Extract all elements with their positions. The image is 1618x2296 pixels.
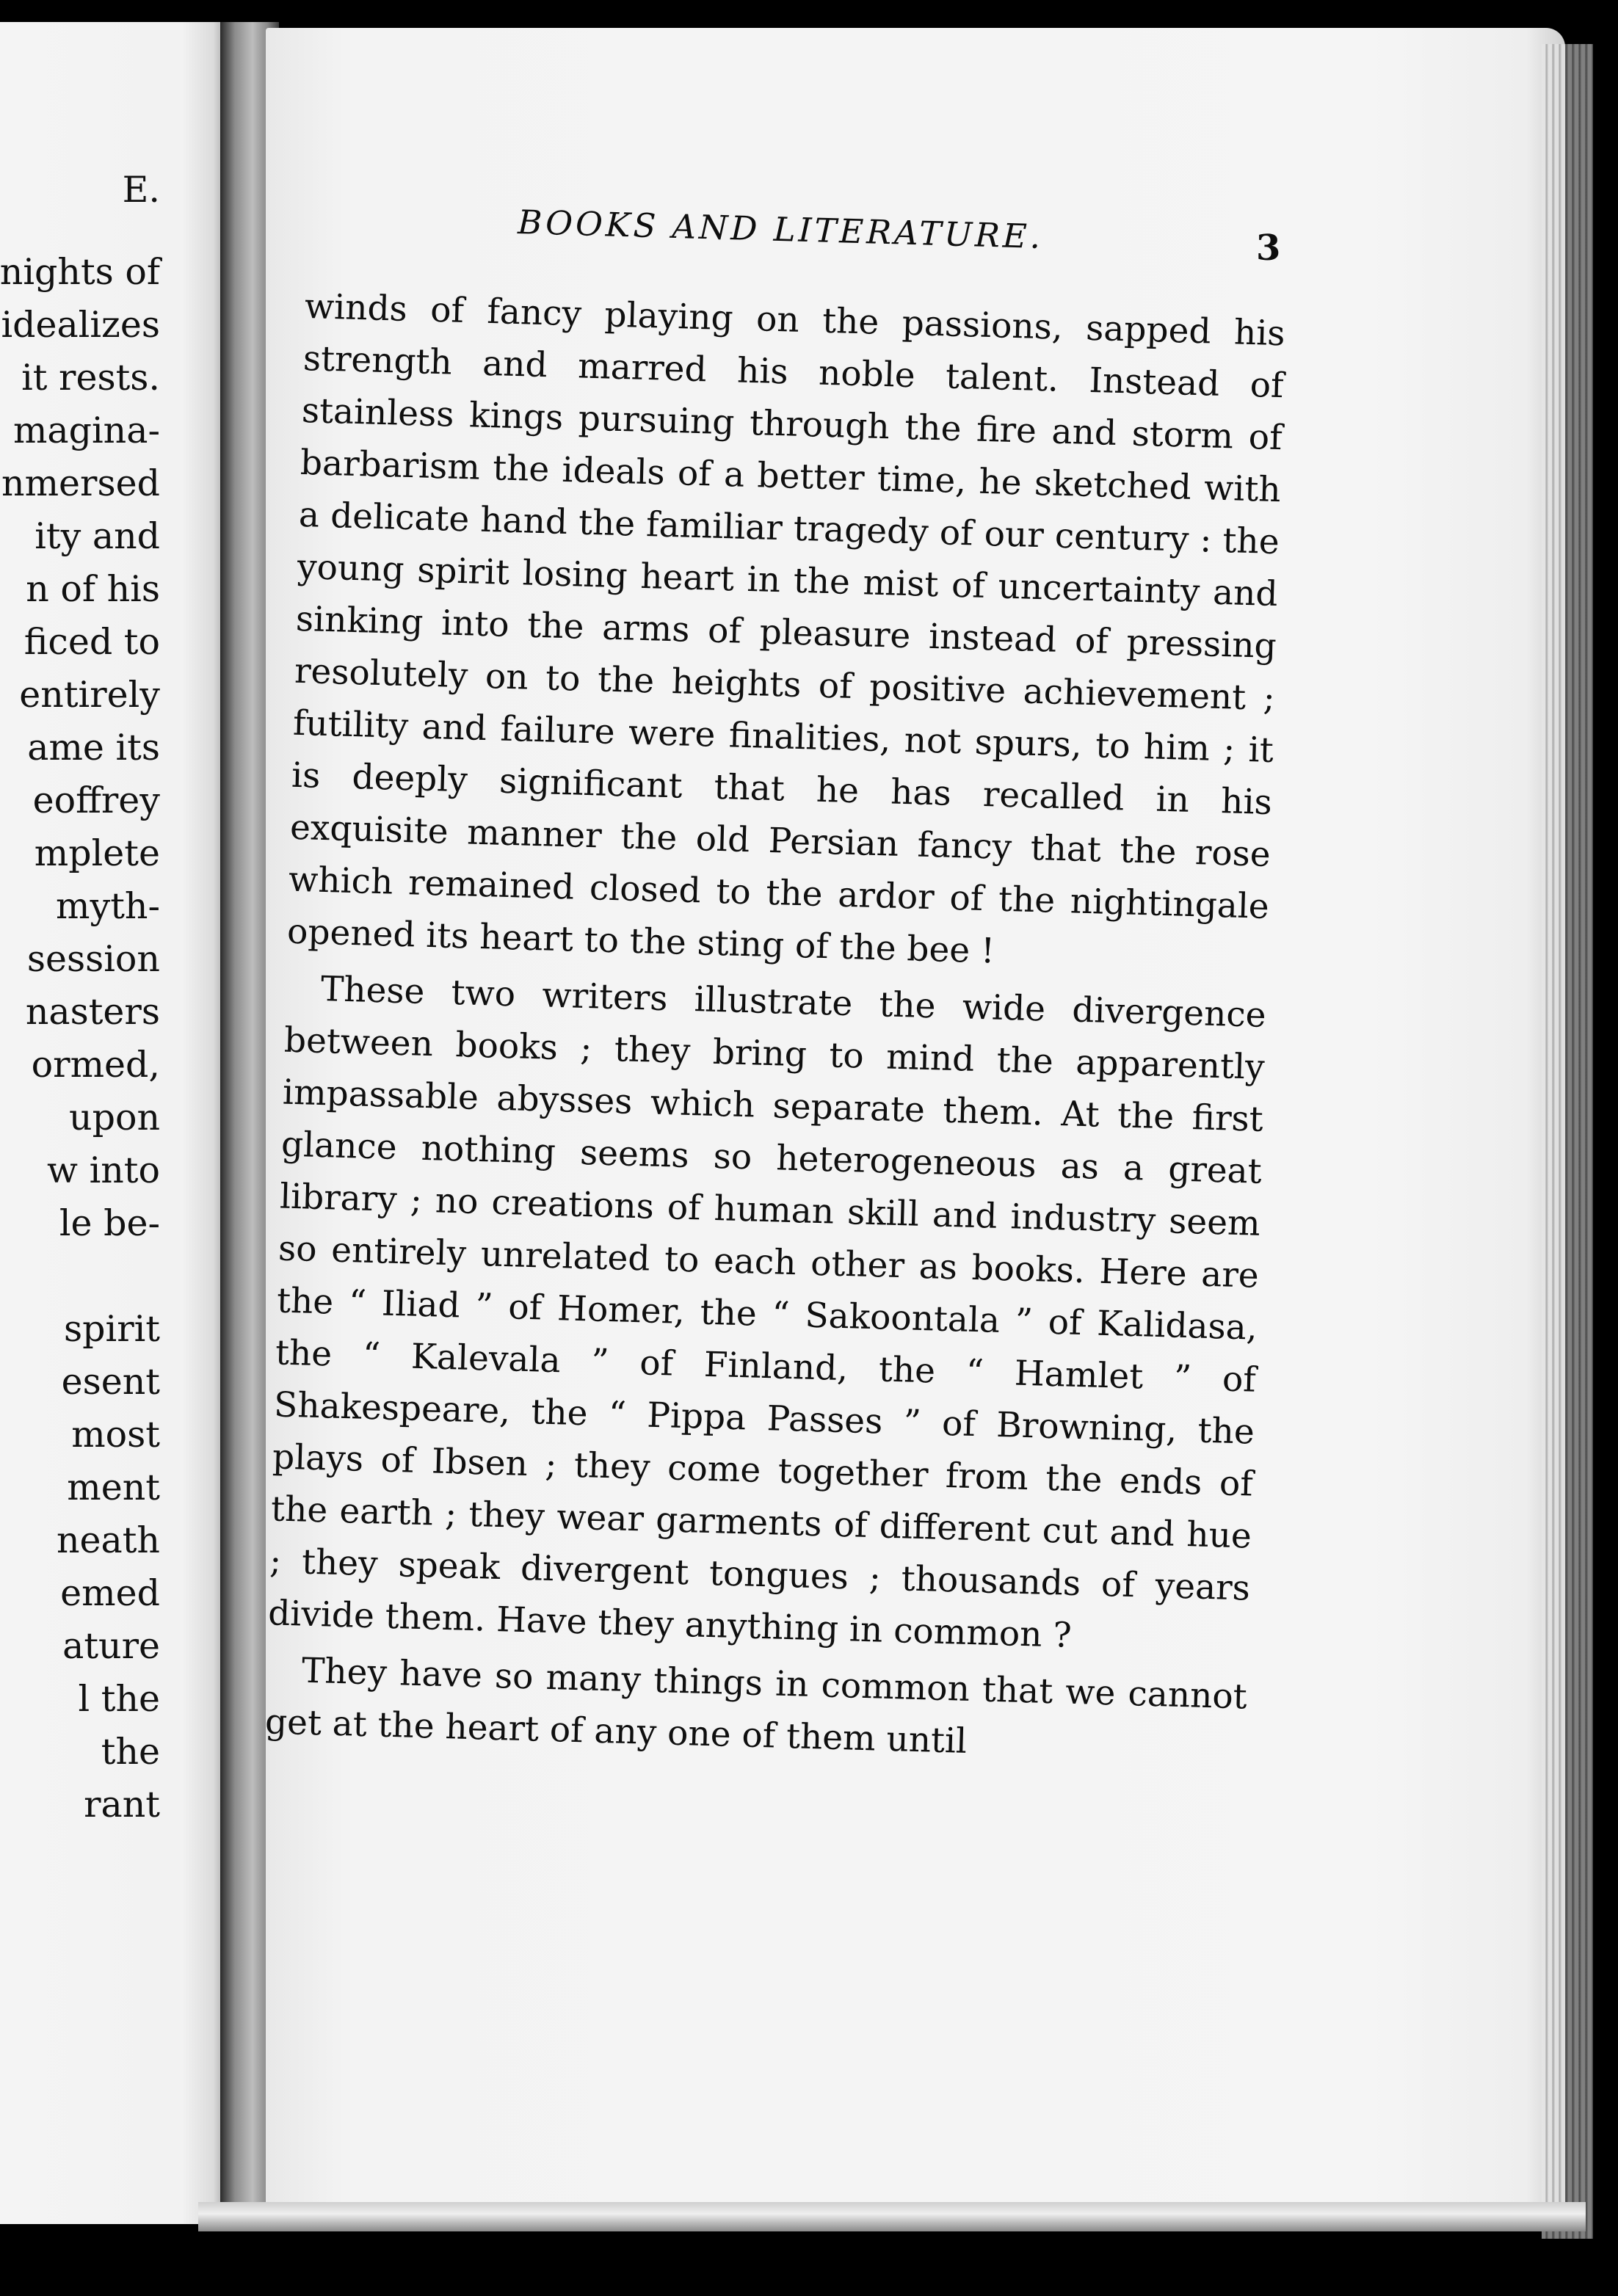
left-line: rant (84, 1784, 160, 1825)
left-page-text (0, 22, 220, 2224)
left-line: spirit (64, 1308, 160, 1350)
left-line: nmersed (1, 462, 160, 504)
left-line: it rests. (21, 357, 160, 399)
left-line: mplete (34, 832, 160, 874)
left-line: magina- (12, 410, 160, 451)
left-line: ature (62, 1625, 160, 1667)
left-line: emed (60, 1572, 160, 1614)
left-line: myth- (56, 885, 160, 927)
left-line: eoffrey (32, 780, 160, 821)
left-line: most (71, 1414, 160, 1456)
left-line: idealizes (1, 304, 160, 346)
left-line: le be- (59, 1202, 160, 1244)
left-line: neath (56, 1519, 160, 1561)
left-line: n of his (26, 568, 160, 610)
left-line: the (101, 1731, 160, 1773)
page-number: 3 (1256, 228, 1281, 269)
left-line: nights of (0, 251, 160, 293)
left-line: ormed, (31, 1044, 160, 1086)
left-page-heading-fragment: E. (122, 169, 160, 211)
bottom-page-edge (198, 2202, 1586, 2231)
left-line: session (26, 938, 160, 980)
left-line: ment (67, 1467, 160, 1508)
paragraph: They have so many things in common that we cannot get at the heart of any one of them until (264, 1650, 1248, 1762)
left-line: upon (69, 1097, 160, 1138)
left-line: ity and (35, 515, 160, 557)
left-line: w into (47, 1149, 160, 1191)
left-line: esent (61, 1361, 160, 1403)
left-line: nasters (25, 991, 160, 1033)
running-head: BOOKS AND LITERATURE. (517, 203, 1044, 256)
left-line: l the (78, 1678, 160, 1720)
left-line: entirely (19, 674, 160, 716)
left-line: ame its (27, 727, 160, 769)
paragraph: These two writers illustrate the wide divergence between books ; they bring to mind the apparently impassable abysses which separate them. At the first glance nothing seems so heterogeneous as a great library ; no creations of human skill and industry seem so entirely unrelated to each other as books. Here are the “ Iliad ” of Homer, the “ Sakoontala ” of Kalidasa, the “ Kalevala ” of Finland, the “ Hamlet ” of Shakespeare, the “ Pippa Passes ” of Browning, the plays of Ibsen ; they come together from the ends of the earth ; they wear garments of different cut and hue ; they speak divergent tongues ; thousands of years divide them. Have they anything in common ? (267, 968, 1267, 1656)
left-line: ficed to (23, 621, 160, 663)
paragraph: winds of fancy playing on the passions, sapped his strength and marred his noble talent. Instead of stainless kings pursuing through the fire and storm of barbarism the ideals of a better time, he sketched with a delicate hand the familiar tragedy of our century : the young spirit losing heart in the mist of uncertainty and sinking into the arms of pleasure instead of pressing resolutely on to the heights of positive achievement ; futility and failure were finalities, not spurs, to him ; it is deeply significant that he has recalled in his exquisite manner the old Persian fancy that the rose which remained closed to the ardor of the nightingale opened its heart to the sting of the bee ! (286, 286, 1286, 972)
left-page (0, 22, 242, 2224)
page-edges (1542, 44, 1593, 2239)
body-text (264, 280, 1285, 1776)
